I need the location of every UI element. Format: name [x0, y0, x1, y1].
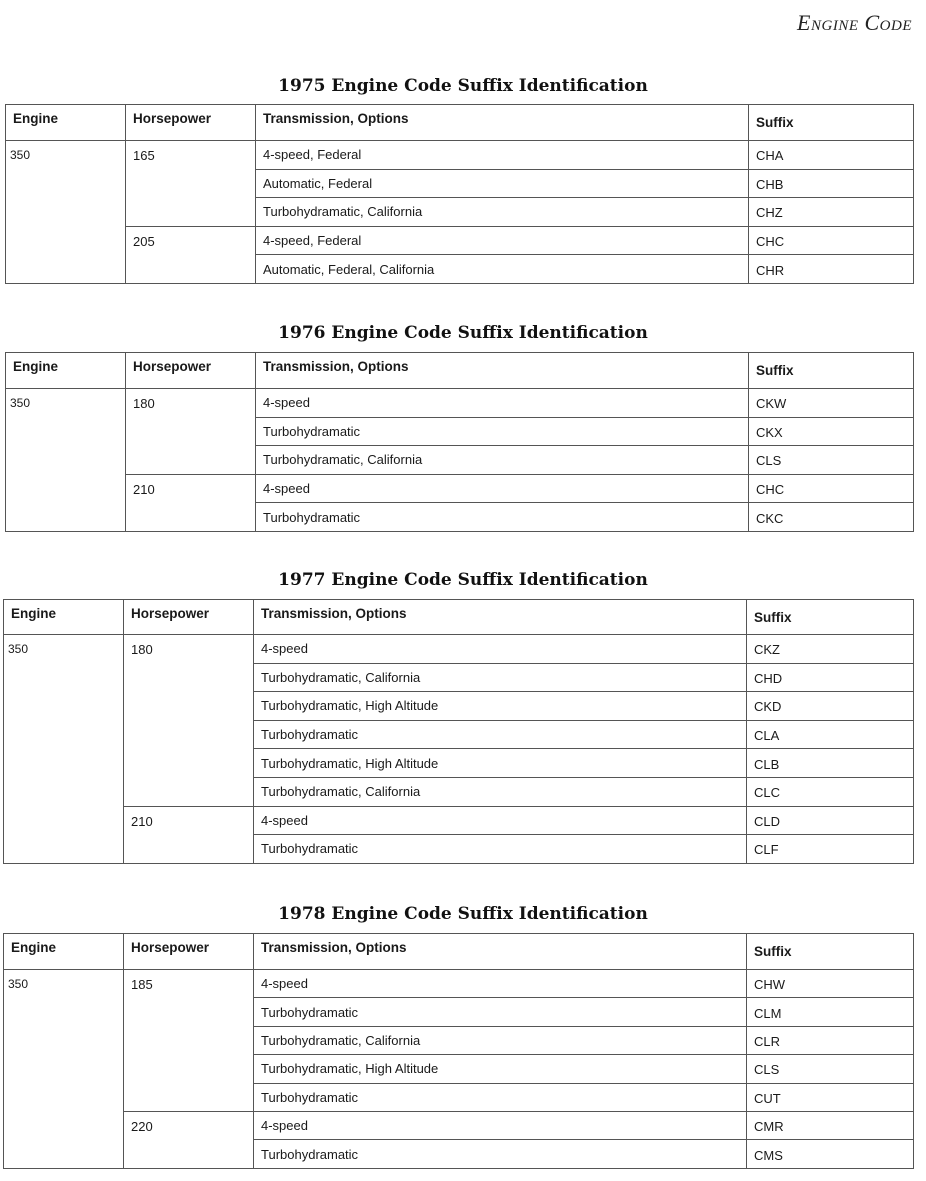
transmission-column-header: Transmission, Options [254, 934, 747, 970]
suffix-cell: CLR [747, 1026, 914, 1054]
suffix-cell: CKZ [747, 635, 914, 664]
transmission-cell: 4-speed, Federal [256, 226, 749, 255]
page-header-title: Engine Code [797, 10, 912, 35]
suffix-cell: CLF [747, 835, 914, 864]
suffix-cell: CMR [747, 1111, 914, 1139]
horsepower-cell: 205 [126, 226, 256, 283]
transmission-cell: Turbohydramatic [254, 998, 747, 1026]
engine-code-table [3, 933, 914, 1169]
table-row [4, 635, 914, 664]
engine-column-header: Engine [6, 105, 126, 141]
horsepower-cell: 210 [124, 806, 254, 863]
engine-code-table [5, 104, 914, 284]
engine-cell: 350 [6, 389, 126, 532]
transmission-cell: Turbohydramatic [254, 835, 747, 864]
transmission-cell: Turbohydramatic, California [254, 663, 747, 692]
transmission-cell: 4-speed [254, 970, 747, 998]
table-row [4, 806, 914, 835]
table-title: 1977 Engine Code Suffix Identification [278, 570, 648, 590]
transmission-column-header: Transmission, Options [254, 600, 747, 635]
transmission-column-header: Transmission, Options [256, 105, 749, 141]
suffix-cell: CKX [749, 417, 914, 446]
horsepower-cell: 185 [124, 970, 254, 1112]
horsepower-cell: 220 [124, 1111, 254, 1168]
horsepower-column-header: Horsepower [124, 934, 254, 970]
suffix-cell: CLS [747, 1055, 914, 1083]
suffix-cell: CHA [749, 141, 914, 170]
suffix-cell: CHB [749, 169, 914, 198]
table-row [6, 226, 914, 255]
transmission-cell: 4-speed [256, 389, 749, 418]
suffix-cell: CLB [747, 749, 914, 778]
suffix-cell: CHD [747, 663, 914, 692]
engine-column-header: Engine [4, 600, 124, 635]
transmission-cell: 4-speed [256, 474, 749, 503]
transmission-cell: Turbohydramatic, California [254, 777, 747, 806]
engine-cell: 350 [4, 970, 124, 1169]
engine-cell: 350 [6, 141, 126, 284]
transmission-cell: Turbohydramatic [254, 1083, 747, 1111]
transmission-cell: Automatic, Federal [256, 169, 749, 198]
engine-column-header: Engine [6, 353, 126, 389]
transmission-cell: 4-speed, Federal [256, 141, 749, 170]
suffix-cell: CHZ [749, 198, 914, 227]
transmission-cell: Automatic, Federal, California [256, 255, 749, 284]
horsepower-column-header: Horsepower [126, 353, 256, 389]
transmission-cell: Turbohydramatic, California [256, 198, 749, 227]
header-row [6, 353, 914, 389]
engine-code-table [5, 352, 914, 532]
table-title: 1975 Engine Code Suffix Identification [278, 76, 648, 96]
suffix-cell: CUT [747, 1083, 914, 1111]
transmission-cell: 4-speed [254, 806, 747, 835]
transmission-cell: Turbohydramatic [256, 417, 749, 446]
engine-column-header: Engine [4, 934, 124, 970]
table-row [4, 970, 914, 998]
suffix-cell: CLM [747, 998, 914, 1026]
suffix-cell: CKD [747, 692, 914, 721]
transmission-cell: Turbohydramatic [256, 503, 749, 532]
table-row [6, 389, 914, 418]
suffix-column-header: Suffix [747, 600, 914, 635]
suffix-column-header: Suffix [749, 353, 914, 389]
table-row [6, 474, 914, 503]
table-row [6, 141, 914, 170]
suffix-cell: CLD [747, 806, 914, 835]
transmission-cell: Turbohydramatic, California [256, 446, 749, 475]
suffix-cell: CHW [747, 970, 914, 998]
transmission-cell: Turbohydramatic, High Altitude [254, 692, 747, 721]
suffix-cell: CMS [747, 1140, 914, 1168]
horsepower-cell: 180 [126, 389, 256, 475]
transmission-cell: Turbohydramatic [254, 720, 747, 749]
suffix-cell: CLS [749, 446, 914, 475]
transmission-column-header: Transmission, Options [256, 353, 749, 389]
engine-cell: 350 [4, 635, 124, 864]
table-title: 1976 Engine Code Suffix Identification [278, 323, 648, 343]
suffix-cell: CLA [747, 720, 914, 749]
suffix-column-header: Suffix [749, 105, 914, 141]
horsepower-cell: 165 [126, 141, 256, 227]
header-row [4, 600, 914, 635]
header-row [4, 934, 914, 970]
horsepower-column-header: Horsepower [126, 105, 256, 141]
transmission-cell: 4-speed [254, 635, 747, 664]
engine-code-table [3, 599, 914, 864]
horsepower-cell: 180 [124, 635, 254, 807]
transmission-cell: Turbohydramatic [254, 1140, 747, 1168]
horsepower-column-header: Horsepower [124, 600, 254, 635]
suffix-column-header: Suffix [747, 934, 914, 970]
transmission-cell: Turbohydramatic, California [254, 1026, 747, 1054]
suffix-cell: CKW [749, 389, 914, 418]
suffix-cell: CKC [749, 503, 914, 532]
transmission-cell: Turbohydramatic, High Altitude [254, 1055, 747, 1083]
header-row [6, 105, 914, 141]
suffix-cell: CHC [749, 474, 914, 503]
transmission-cell: 4-speed [254, 1111, 747, 1139]
table-row [4, 1111, 914, 1139]
horsepower-cell: 210 [126, 474, 256, 531]
transmission-cell: Turbohydramatic, High Altitude [254, 749, 747, 778]
table-title: 1978 Engine Code Suffix Identification [278, 904, 648, 924]
suffix-cell: CHR [749, 255, 914, 284]
suffix-cell: CHC [749, 226, 914, 255]
suffix-cell: CLC [747, 777, 914, 806]
